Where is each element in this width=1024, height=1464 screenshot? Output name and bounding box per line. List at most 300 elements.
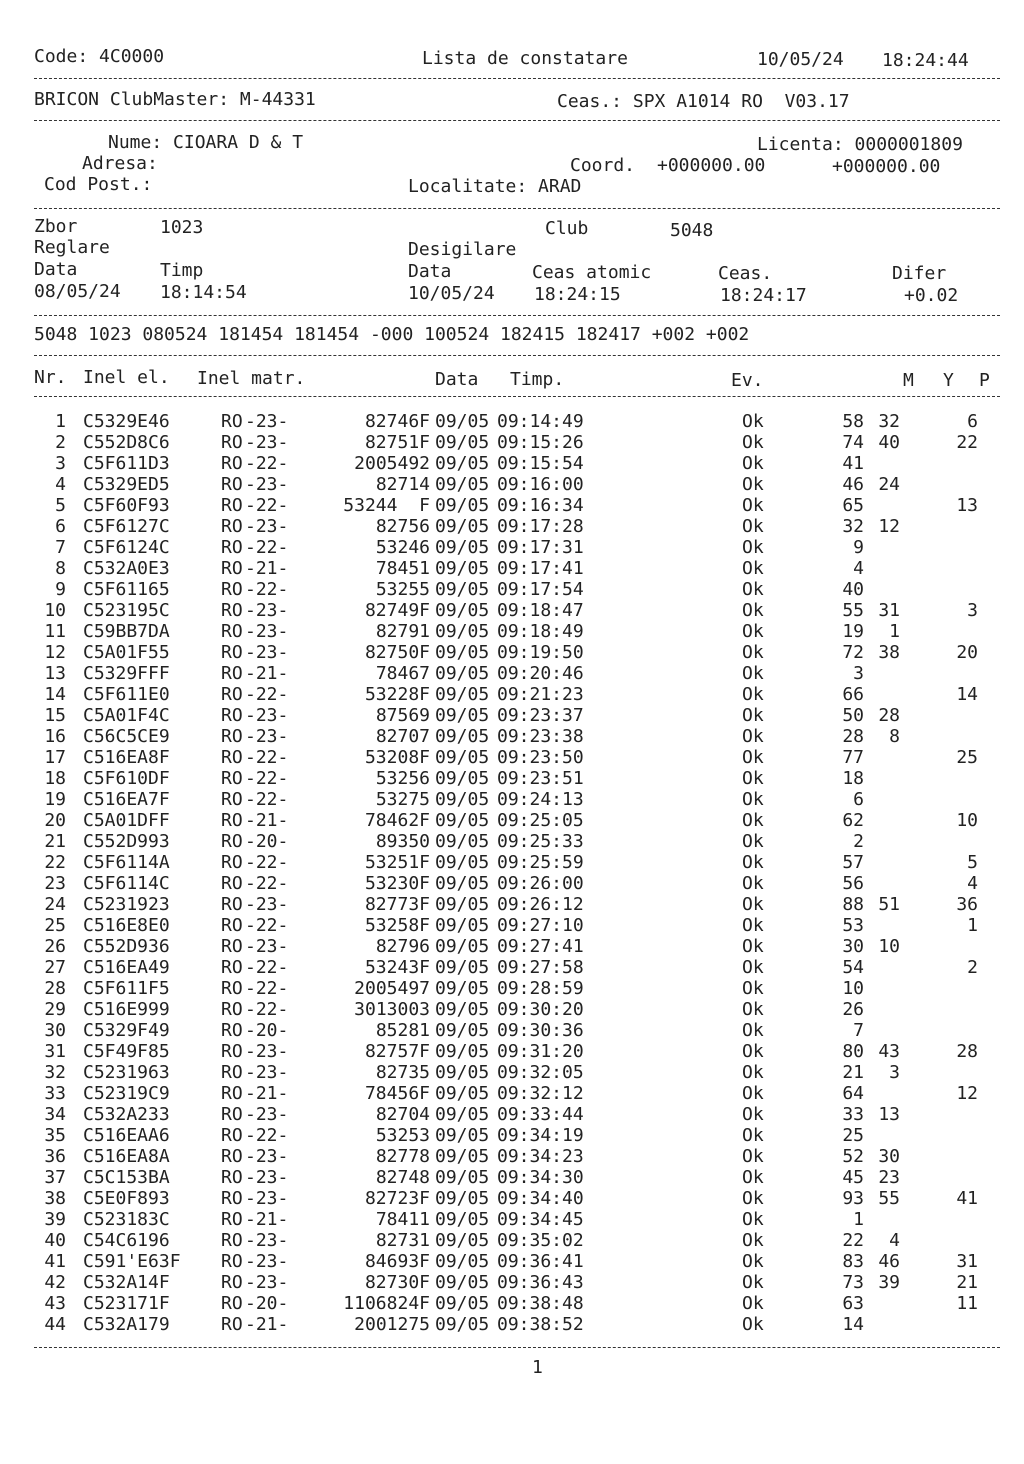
cell-country: RO [221, 1293, 243, 1314]
table-row [0, 1294, 1024, 1315]
cell-inel-matr: 82773F [364, 894, 430, 915]
cell-inel-matr: 82704 [375, 1104, 430, 1125]
cell-nr: 4 [55, 474, 66, 495]
zbor-label: Zbor [34, 216, 78, 237]
cell-country: RO [221, 1272, 243, 1293]
cell-nr: 31 [44, 1041, 66, 1062]
cell-inel-el: C516EA49 [83, 957, 170, 978]
cell-ev: Ok [742, 999, 764, 1020]
data-label: Data [408, 261, 452, 282]
cell-inel-el: C5E0F893 [83, 1188, 170, 1209]
cell-time: 09:34:19 [497, 1125, 584, 1146]
cell-nr: 12 [44, 642, 66, 663]
cell-m: 57 [842, 852, 864, 873]
club-label: Club [545, 218, 589, 239]
cell-time: 09:38:48 [497, 1293, 584, 1314]
cell-year: -23- [245, 432, 289, 453]
cell-date: 09/05 [435, 726, 490, 747]
cell-ev: Ok [742, 642, 764, 663]
cell-country: RO [221, 1167, 243, 1188]
cell-country: RO [221, 1125, 243, 1146]
table-row [0, 1210, 1024, 1231]
table-row [0, 475, 1024, 496]
cell-inel-el: C532A233 [83, 1104, 170, 1125]
cell-time: 09:38:52 [497, 1314, 584, 1335]
cell-nr: 10 [44, 600, 66, 621]
cell-inel-matr: 82748 [375, 1167, 430, 1188]
cell-date: 09/05 [435, 1209, 490, 1230]
table-row [0, 1084, 1024, 1105]
column-header-inel-matr: Inel matr. [197, 368, 306, 389]
cell-m: 19 [842, 621, 864, 642]
table-row [0, 538, 1024, 559]
cell-date: 09/05 [435, 1062, 490, 1083]
cell-y: 23 [878, 1167, 900, 1188]
cell-nr: 27 [44, 957, 66, 978]
cell-country: RO [221, 642, 243, 663]
cell-y: 4 [889, 1230, 900, 1251]
cell-country: RO [221, 516, 243, 537]
cell-year: -23- [245, 600, 289, 621]
cell-inel-matr: 82757F [364, 1041, 430, 1062]
cell-date: 09/05 [435, 1146, 490, 1167]
cell-country: RO [221, 831, 243, 852]
cell-country: RO [221, 810, 243, 831]
cell-date: 09/05 [435, 747, 490, 768]
cell-inel-el: C532A14F [83, 1272, 170, 1293]
cell-ev: Ok [742, 1104, 764, 1125]
set-time: 18:14:54 [160, 282, 247, 303]
cell-date: 09/05 [435, 852, 490, 873]
cell-inel-el: C5329F49 [83, 1020, 170, 1041]
cell-year: -23- [245, 642, 289, 663]
table-row [0, 1168, 1024, 1189]
cell-m: 62 [842, 810, 864, 831]
cell-ev: Ok [742, 1251, 764, 1272]
code-label: Code: 4C0000 [34, 46, 165, 67]
cell-nr: 24 [44, 894, 66, 915]
cell-nr: 9 [55, 579, 66, 600]
cell-ev: Ok [742, 852, 764, 873]
cell-m: 21 [842, 1062, 864, 1083]
cell-nr: 39 [44, 1209, 66, 1230]
cell-year: -21- [245, 663, 289, 684]
cell-country: RO [221, 1146, 243, 1167]
cell-country: RO [221, 1251, 243, 1272]
cell-ev: Ok [742, 894, 764, 915]
cell-time: 09:25:33 [497, 831, 584, 852]
cell-time: 09:20:46 [497, 663, 584, 684]
cell-inel-el: C56C5CE9 [83, 726, 170, 747]
cell-year: -21- [245, 1209, 289, 1230]
cell-p: 41 [956, 1188, 978, 1209]
table-row [0, 1231, 1024, 1252]
cell-inel-el: C5A01F4C [83, 705, 170, 726]
cell-inel-el: C59BB7DA [83, 621, 170, 642]
cell-country: RO [221, 915, 243, 936]
cell-year: -23- [245, 1230, 289, 1251]
cell-ev: Ok [742, 495, 764, 516]
cell-country: RO [221, 957, 243, 978]
cell-p: 5 [967, 852, 978, 873]
cell-ev: Ok [742, 747, 764, 768]
cell-year: -23- [245, 1041, 289, 1062]
cell-inel-matr: 78411 [375, 1209, 430, 1230]
table-row [0, 790, 1024, 811]
cell-year: -23- [245, 1251, 289, 1272]
cell-country: RO [221, 621, 243, 642]
table-row [0, 1315, 1024, 1336]
cell-time: 09:30:20 [497, 999, 584, 1020]
table-row [0, 1042, 1024, 1063]
cell-p: 20 [956, 642, 978, 663]
cell-year: -23- [245, 936, 289, 957]
cell-m: 53 [842, 915, 864, 936]
cell-nr: 26 [44, 936, 66, 957]
cell-country: RO [221, 705, 243, 726]
cell-year: -23- [245, 411, 289, 432]
cell-inel-matr: 82707 [375, 726, 430, 747]
cell-nr: 11 [44, 621, 66, 642]
cell-y: 38 [878, 642, 900, 663]
cell-inel-el: C5F611E0 [83, 684, 170, 705]
cell-inel-matr: 78451 [375, 558, 430, 579]
cell-m: 40 [842, 579, 864, 600]
cell-time: 09:23:50 [497, 747, 584, 768]
cell-inel-matr: 53243F [364, 957, 430, 978]
cell-year: -22- [245, 579, 289, 600]
cell-m: 32 [842, 516, 864, 537]
cell-country: RO [221, 1104, 243, 1125]
cell-inel-matr: 53251F [364, 852, 430, 873]
cell-y: 32 [878, 411, 900, 432]
cell-m: 73 [842, 1272, 864, 1293]
cell-inel-el: C516EA7F [83, 789, 170, 810]
cell-nr: 38 [44, 1188, 66, 1209]
cell-nr: 18 [44, 768, 66, 789]
cell-nr: 17 [44, 747, 66, 768]
cell-ev: Ok [742, 474, 764, 495]
set-date: 08/05/24 [34, 281, 121, 302]
cell-nr: 8 [55, 558, 66, 579]
coord-label: Coord. [570, 155, 636, 176]
address-label: Adresa: [82, 153, 158, 174]
cell-inel-matr: 84693F [364, 1251, 430, 1272]
cell-nr: 33 [44, 1083, 66, 1104]
cell-time: 09:34:45 [497, 1209, 584, 1230]
cell-inel-matr: 2001275 [354, 1314, 430, 1335]
open-date: 10/05/24 [408, 283, 495, 304]
cell-m: 77 [842, 747, 864, 768]
cell-date: 09/05 [435, 1293, 490, 1314]
cell-inel-matr: 82791 [375, 621, 430, 642]
cell-m: 74 [842, 432, 864, 453]
cell-year: -23- [245, 705, 289, 726]
cell-year: -21- [245, 1314, 289, 1335]
cell-country: RO [221, 1041, 243, 1062]
cell-time: 09:23:37 [497, 705, 584, 726]
cell-ev: Ok [742, 1041, 764, 1062]
cell-time: 09:25:05 [497, 810, 584, 831]
cell-time: 09:36:41 [497, 1251, 584, 1272]
table-row [0, 433, 1024, 454]
cell-m: 66 [842, 684, 864, 705]
cell-ev: Ok [742, 579, 764, 600]
cell-country: RO [221, 978, 243, 999]
cell-year: -23- [245, 474, 289, 495]
cell-m: 83 [842, 1251, 864, 1272]
cell-p: 6 [967, 411, 978, 432]
cell-m: 10 [842, 978, 864, 999]
cell-date: 09/05 [435, 1125, 490, 1146]
cell-m: 25 [842, 1125, 864, 1146]
table-row [0, 517, 1024, 538]
license-number: Licenta: 0000001809 [757, 134, 963, 155]
table-row [0, 601, 1024, 622]
cell-inel-matr: 53244 F [343, 495, 430, 516]
cell-m: 26 [842, 999, 864, 1020]
cell-ev: Ok [742, 600, 764, 621]
desigilare-label: Desigilare [408, 239, 517, 260]
separator [34, 208, 1000, 209]
cell-inel-matr: 82714 [375, 474, 430, 495]
cell-time: 09:34:30 [497, 1167, 584, 1188]
column-header-p: P [979, 370, 990, 391]
cell-nr: 35 [44, 1125, 66, 1146]
cell-nr: 14 [44, 684, 66, 705]
cell-date: 09/05 [435, 1188, 490, 1209]
cell-time: 09:28:59 [497, 978, 584, 999]
cell-year: -21- [245, 1083, 289, 1104]
cell-time: 09:26:12 [497, 894, 584, 915]
table-row [0, 748, 1024, 769]
cell-inel-el: C516EAA6 [83, 1125, 170, 1146]
cell-inel-el: C5F611D3 [83, 453, 170, 474]
cell-time: 09:35:02 [497, 1230, 584, 1251]
cell-year: -22- [245, 915, 289, 936]
cell-inel-matr: 53208F [364, 747, 430, 768]
table-row [0, 832, 1024, 853]
cell-inel-matr: 53228F [364, 684, 430, 705]
table-row [0, 706, 1024, 727]
cell-date: 09/05 [435, 411, 490, 432]
cell-inel-matr: 53253 [375, 1125, 430, 1146]
cell-p: 10 [956, 810, 978, 831]
cell-time: 09:16:00 [497, 474, 584, 495]
cell-m: 28 [842, 726, 864, 747]
print-time: 18:24:44 [882, 50, 969, 71]
cell-inel-el: C5F60F93 [83, 495, 170, 516]
cell-time: 09:18:49 [497, 621, 584, 642]
cell-inel-matr: 3013003 [354, 999, 430, 1020]
cell-date: 09/05 [435, 1041, 490, 1062]
data-label: Data [34, 259, 78, 280]
cell-inel-el: C516EA8A [83, 1146, 170, 1167]
cell-inel-el: C532A0E3 [83, 558, 170, 579]
table-row [0, 496, 1024, 517]
cell-m: 50 [842, 705, 864, 726]
cell-date: 09/05 [435, 873, 490, 894]
cell-inel-el: C5A01F55 [83, 642, 170, 663]
cell-ev: Ok [742, 537, 764, 558]
cell-inel-matr: 82749F [364, 600, 430, 621]
cell-country: RO [221, 1314, 243, 1335]
cell-inel-el: C5F6124C [83, 537, 170, 558]
cell-m: 1 [853, 1209, 864, 1230]
cell-country: RO [221, 495, 254, 516]
cell-m: 7 [853, 1020, 864, 1041]
table-row [0, 895, 1024, 916]
column-header-y: Y [943, 370, 954, 391]
cell-nr: 19 [44, 789, 66, 810]
cell-y: 28 [878, 705, 900, 726]
cell-inel-el: C5F610DF [83, 768, 170, 789]
cell-date: 09/05 [435, 432, 490, 453]
cell-year: -23- [245, 726, 289, 747]
cell-year: -23- [245, 621, 289, 642]
cell-inel-matr: 53275 [375, 789, 430, 810]
cell-country: RO [221, 432, 243, 453]
cell-inel-matr: 85281 [375, 1020, 430, 1041]
cell-inel-el: C5F6114A [83, 852, 170, 873]
cell-country: RO [221, 411, 243, 432]
clock-label: Ceas.: SPX A1014 RO V03.17 [557, 91, 850, 112]
cell-time: 09:27:10 [497, 915, 584, 936]
column-header-data: Data [435, 369, 479, 390]
cell-nr: 21 [44, 831, 66, 852]
cell-year: -23- [245, 894, 289, 915]
table-row [0, 769, 1024, 790]
cell-inel-matr: 82751F [364, 432, 430, 453]
cell-time: 09:32:05 [497, 1062, 584, 1083]
cell-nr: 28 [44, 978, 66, 999]
reglare-label: Reglare [34, 237, 110, 258]
cell-date: 09/05 [435, 831, 490, 852]
cell-nr: 20 [44, 810, 66, 831]
cell-time: 09:17:54 [497, 579, 584, 600]
cell-nr: 36 [44, 1146, 66, 1167]
cell-date: 09/05 [435, 537, 490, 558]
cell-y: 55 [878, 1188, 900, 1209]
table-row [0, 811, 1024, 832]
cell-nr: 44 [44, 1314, 66, 1335]
cell-ev: Ok [742, 1314, 764, 1335]
clock-difference: +0.02 [904, 285, 959, 306]
cell-country: RO [221, 579, 243, 600]
cell-inel-matr: 89350 [375, 831, 430, 852]
coord-y: +000000.00 [832, 156, 941, 177]
cell-country: RO [221, 663, 243, 684]
cell-ev: Ok [742, 1125, 764, 1146]
cell-country: RO [221, 474, 243, 495]
cell-date: 09/05 [435, 1251, 490, 1272]
cell-date: 09/05 [435, 1314, 490, 1335]
cell-m: 56 [842, 873, 864, 894]
cell-y: 3 [889, 1062, 900, 1083]
cell-nr: 29 [44, 999, 66, 1020]
cell-ev: Ok [742, 936, 764, 957]
table-row [0, 412, 1024, 433]
cell-inel-matr: 82730F [364, 1272, 430, 1293]
cell-p: 3 [967, 600, 978, 621]
timp-label: Timp [160, 260, 204, 281]
cell-inel-el: C5F61165 [83, 579, 170, 600]
cell-time: 09:24:13 [497, 789, 584, 810]
cell-y: 12 [878, 516, 900, 537]
cell-ev: Ok [742, 1020, 764, 1041]
separator [34, 78, 1000, 79]
cell-date: 09/05 [435, 474, 490, 495]
separator [34, 120, 1000, 121]
cell-nr: 32 [44, 1062, 66, 1083]
cell-ev: Ok [742, 1209, 764, 1230]
cell-inel-el: C52319C9 [83, 1083, 170, 1104]
cell-date: 09/05 [435, 894, 490, 915]
club-value: 5048 [670, 220, 714, 241]
cell-inel-el: C552D993 [83, 831, 170, 852]
cell-ev: Ok [742, 1188, 764, 1209]
cell-year: -22- [245, 1125, 289, 1146]
page-number: 1 [532, 1357, 543, 1378]
ceas-label: Ceas. [718, 263, 773, 284]
cell-inel-el: C532A179 [83, 1314, 170, 1335]
cell-ev: Ok [742, 663, 764, 684]
cell-y: 40 [878, 432, 900, 453]
summary-line: 5048 1023 080524 181454 181454 -000 100524 182415 182417 +002 +002 [34, 324, 750, 345]
table-row [0, 853, 1024, 874]
cell-m: 93 [842, 1188, 864, 1209]
cell-year: -21- [245, 810, 289, 831]
cell-y: 51 [878, 894, 900, 915]
cell-country: RO [221, 1188, 243, 1209]
cell-country: RO [221, 1062, 243, 1083]
table-row [0, 559, 1024, 580]
cell-year: -23- [245, 1146, 289, 1167]
cell-country: RO [221, 768, 243, 789]
cell-date: 09/05 [435, 810, 490, 831]
cell-nr: 40 [44, 1230, 66, 1251]
cell-date: 09/05 [435, 684, 490, 705]
cell-year: -22- [245, 789, 289, 810]
column-header-m: M [903, 370, 914, 391]
cell-nr: 43 [44, 1293, 66, 1314]
cell-year: -21- [245, 558, 289, 579]
cell-country: RO [221, 1083, 243, 1104]
cell-m: 58 [842, 411, 864, 432]
cell-m: 41 [842, 453, 864, 474]
cell-y: 13 [878, 1104, 900, 1125]
cell-time: 09:17:28 [497, 516, 584, 537]
cell-year: -23- [245, 1104, 289, 1125]
cell-date: 09/05 [435, 453, 490, 474]
table-row [0, 1252, 1024, 1273]
cell-year: -22- [245, 957, 289, 978]
cell-date: 09/05 [435, 978, 490, 999]
cell-date: 09/05 [435, 1167, 490, 1188]
cell-inel-el: C523195C [83, 600, 170, 621]
cell-nr: 2 [55, 432, 66, 453]
cell-y: 31 [878, 600, 900, 621]
cell-p: 2 [967, 957, 978, 978]
cell-m: 65 [842, 495, 864, 516]
cell-time: 09:18:47 [497, 600, 584, 621]
cell-date: 09/05 [435, 642, 490, 663]
cell-year: -22- [245, 747, 289, 768]
cell-m: 80 [842, 1041, 864, 1062]
cell-p: 25 [956, 747, 978, 768]
separator [34, 315, 1000, 316]
cell-ev: Ok [742, 453, 764, 474]
